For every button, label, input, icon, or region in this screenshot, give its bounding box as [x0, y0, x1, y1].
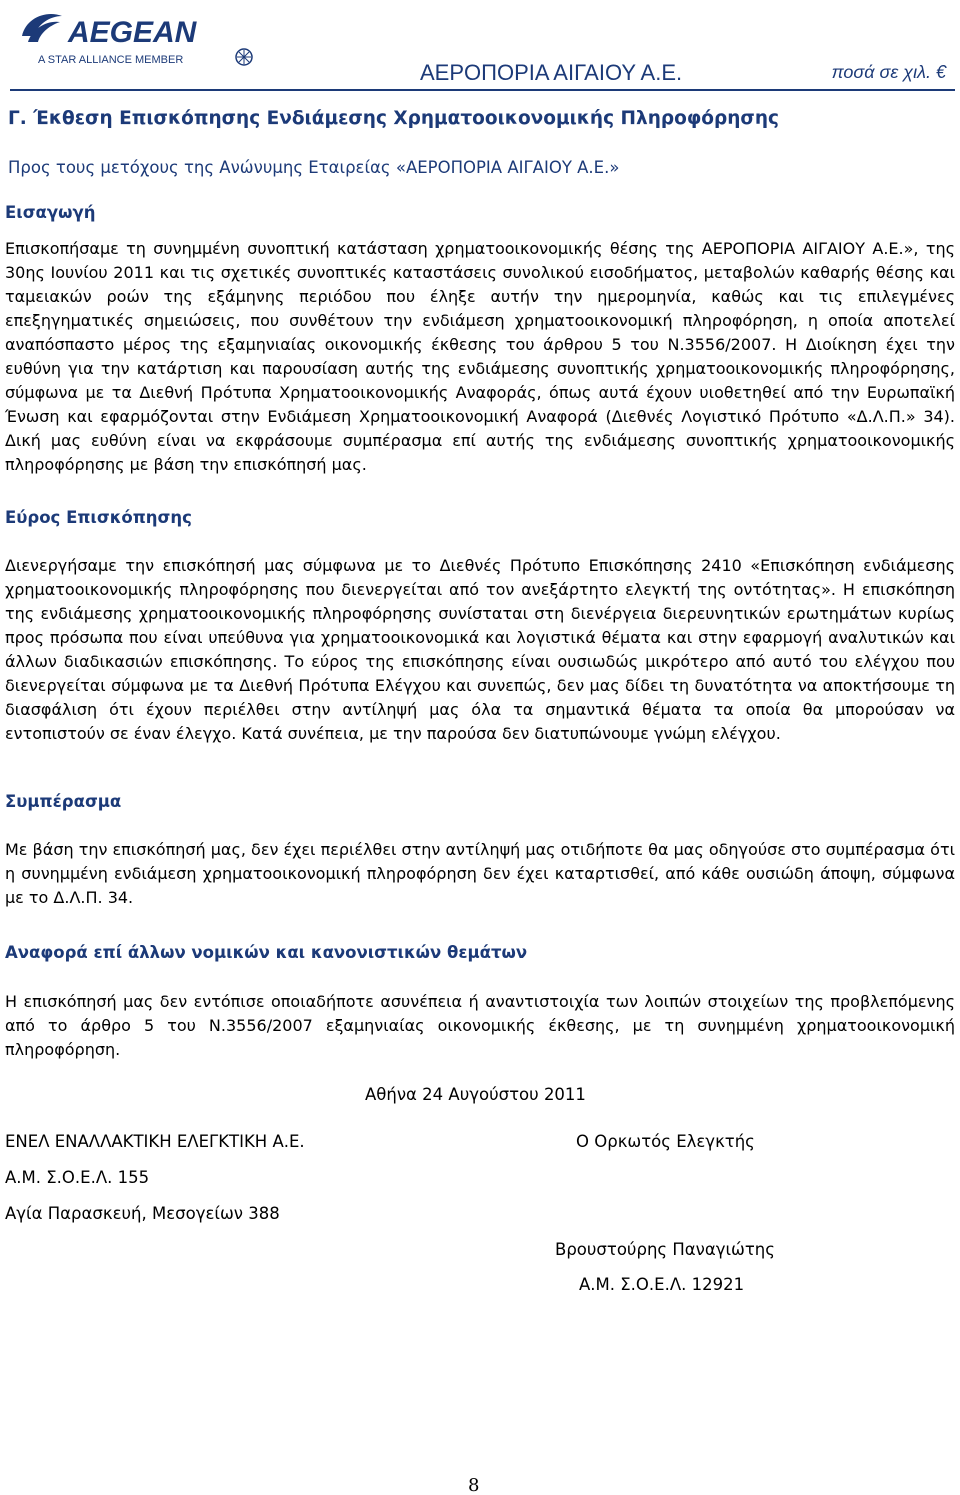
- audit-firm-name: ΕΝΕΛ ΕΝΑΛΛΑΚΤΙΚΗ ΕΛΕΓΚΤΙΚΗ Α.Ε.: [5, 1132, 305, 1151]
- page-header: [0, 0, 960, 92]
- logo-wordmark: AEGEAN: [68, 16, 197, 49]
- conclusion-text: Με βάση την επισκόπησή μας, δεν έχει περιέλθει στην αντίληψή μας οτιδήποτε θα μας οδηγούσε στο συμπέρασμα ότι η συνημμένη ενδιάμεση χρηματοοικονομική πληροφόρηση δεν έχει καταρτισθεί, από κάθε ουσιώδη άποψη, σύμφωνα με το Δ.Λ.Π. 34.: [5, 840, 955, 907]
- audit-firm-address: Αγία Παρασκευή, Μεσογείων 388: [5, 1204, 280, 1223]
- other-matters-text: Η επισκόπησή μας δεν εντόπισε οποιαδήποτε ασυνέπεια ή αναντιστοιχία των λοιπών στοιχείων της προβλεπόμενης από το άρθρο 5 του Ν.3556/2007 εξαμηνιαίας οικονομικής έκθεσης, με τη συνημμένη χρηματοοικονομική πληροφόρηση.: [5, 992, 955, 1059]
- introduction-text: Επισκοπήσαμε τη συνημμένη συνοπτική κατάσταση χρηματοοικονομικής θέσης της ΑΕΡΟΠΟΡΙΑ ΑΙΓΑΙΟΥ Α.Ε.», της 30ης Ιουνίου 2011 και τις σχετικές συνοπτικές καταστάσεις συνολικού εισοδήματος, μεταβολών καθαρής θέσης και ταμειακών ροών της εξάμηνης περιόδου που έληξε αυτήν την ημερομηνία, καθώς και τις επιλεγμένες επεξηγηματικές σημειώσεις, που συνθέτουν την ενδιάμεση χρηματοοικονομική πληροφόρηση, η οποία αποτελεί αναπόσπαστο μέρος της εξαμηνιαίας οικονομικής έκθεσης του άρθρου 5 του Ν.3556/2007. Η Διοίκηση έχει την ευθύνη για την κατάρτιση και παρουσίαση αυτής της ενδιάμεσης συνοπτικής χρηματοοικονομικής πληροφόρησης, σύμφωνα με τα Διεθνή Πρότυπα Χρηματοοικονομικής Αναφοράς, όπως αυτά έχουν υιοθετηθεί από την Ευρωπαϊκή Ένωση και εφαρμόζονται στην Ενδιάμεση Χρηματοοικονομική Αναφορά (Διεθνές Λογιστικό Πρότυπο «Δ.Λ.Π.» 34). Δική μας ευθύνη είναι να εκφράσουμε συμπέρασμα επί αυτής της ενδιάμεσης συνοπτικής χρηματοοικονομικής πληροφόρησης με βάση την επισκόπησή μας.: [5, 239, 955, 474]
- scope-heading: Εύρος Επισκόπησης: [5, 508, 192, 527]
- audit-firm-registration: Α.Μ. Σ.Ο.Ε.Λ. 155: [5, 1168, 150, 1187]
- auditor-title: Ο Ορκωτός Ελεγκτής: [576, 1132, 755, 1151]
- place-date: Αθήνα 24 Αυγούστου 2011: [365, 1085, 586, 1104]
- page-number: 8: [468, 1475, 480, 1495]
- logo-tagline: A STAR ALLIANCE MEMBER: [38, 54, 184, 66]
- introduction-heading: Εισαγωγή: [5, 203, 96, 222]
- aegean-logo: [18, 6, 258, 70]
- conclusion-heading: Συμπέρασμα: [5, 792, 122, 811]
- addressee-line: Προς τους μετόχους της Ανώνυμης Εταιρείας «ΑΕΡΟΠΟΡΙΑ ΑΙΓΑΙΟΥ Α.Ε.»: [8, 158, 620, 177]
- other-matters-heading: Αναφορά επί άλλων νομικών και κανονιστικών θεμάτων: [5, 943, 528, 962]
- company-name: ΑΕΡΟΠΟΡΙΑ ΑΙΓΑΙΟΥ Α.Ε.: [420, 60, 683, 85]
- scope-text: Διενεργήσαμε την επισκόπησή μας σύμφωνα με το Διεθνές Πρότυπο Επισκόπησης 2410 «Επισκόπηση ενδιάμεσης χρηματοοικονομικής πληροφόρησης που διενεργείται από τον ανεξάρτητο ελεγκτή της οντότητας». Η επισκόπηση της ενδιάμεσης χρηματοοικονομικής πληροφόρησης συνίσταται στη διενέργεια διερευνητικών ερωτημάτων κυρίως προς πρόσωπα που είναι υπεύθυνα για χρηματοοικονομικά και λογιστικά θέματα και στην εφαρμογή αναλυτικών και άλλων διαδικασιών επισκόπησης. Το εύρος της επισκόπησης είναι ουσιωδώς μικρότερο από αυτό του ελέγχου που διενεργείται σύμφωνα με τα Διεθνή Πρότυπα Ελέγχου και συνεπώς, δεν μας δίδει τη δυνατότητα να αποκτήσουμε τη διασφάλιση ότι έχουν περιέλθει στην αντίληψή μας όλα τα σημαντικά θέματα τα οποία θα μπορούσαν να εντοπιστούν σε έναν έλεγχο. Κατά συνέπεια, με την παρούσα δεν διατυπώνουμε γνώμη ελέγχου.: [5, 556, 955, 743]
- header-divider: [10, 89, 955, 91]
- auditor-registration: Α.Μ. Σ.Ο.Ε.Λ. 12921: [579, 1275, 745, 1294]
- auditor-name: Βρουστούρης Παναγιώτης: [555, 1240, 775, 1259]
- currency-note: ποσά σε χιλ. €: [831, 62, 946, 82]
- report-title: Γ. Έκθεση Επισκόπησης Ενδιάμεσης Χρηματοοικονομικής Πληροφόρησης: [8, 108, 779, 129]
